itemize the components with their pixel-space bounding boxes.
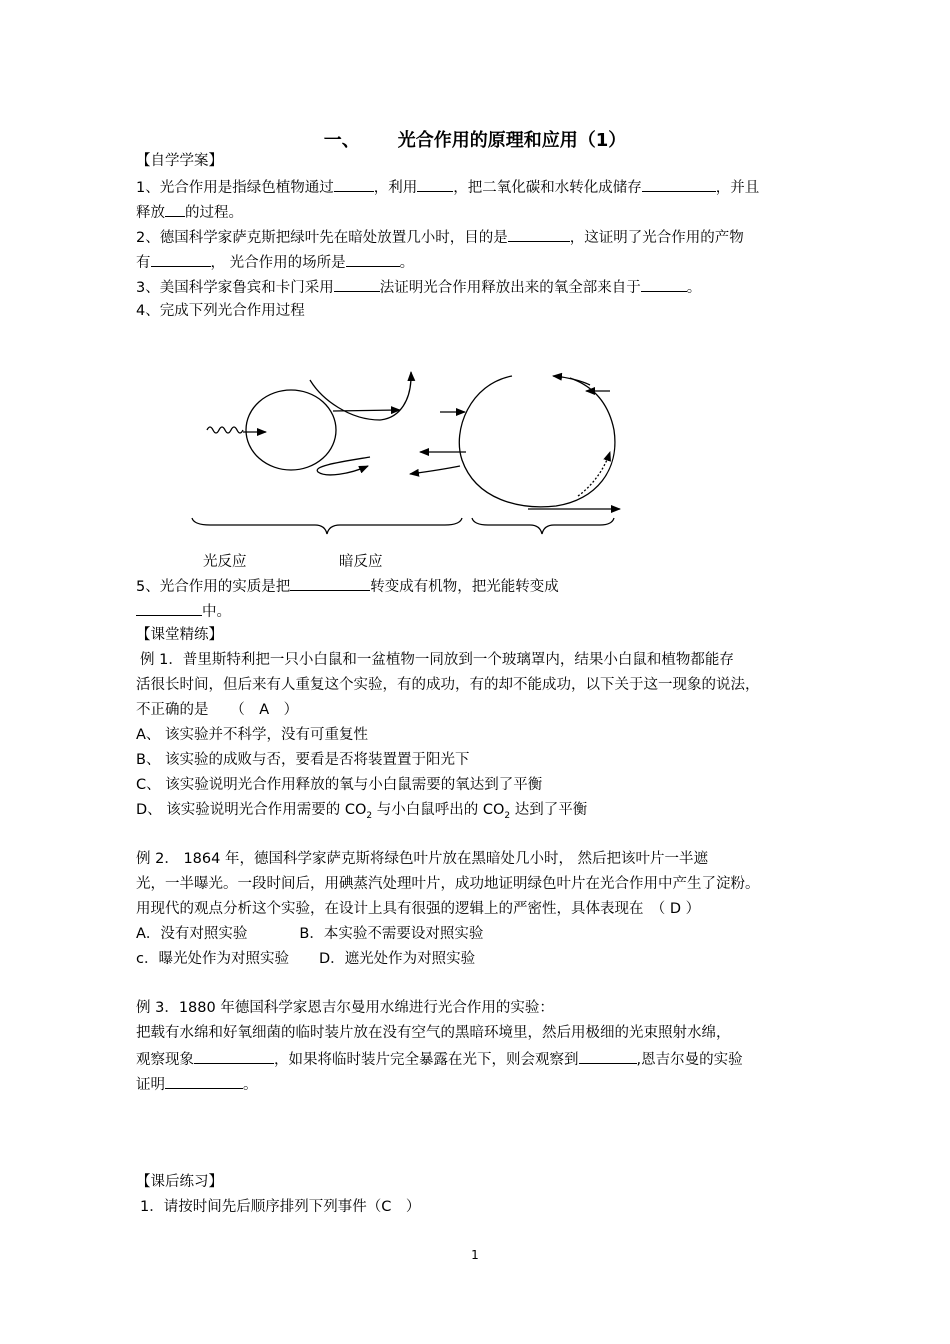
example-2-options-cd: c．曝光处作为对照实验 D．遮光处作为对照实验 bbox=[136, 951, 476, 967]
example-2-line-3: 用现代的观点分析这个实验，在设计上具有很强的逻辑上的严密性，具体表现在 （ D ） bbox=[136, 901, 701, 917]
output-arrow-2 bbox=[410, 466, 460, 474]
answer-blank[interactable] bbox=[194, 1048, 274, 1064]
question-1-line-2: 释放 的过程。 bbox=[136, 201, 243, 223]
answer-blank[interactable] bbox=[290, 575, 370, 591]
dark-reaction-brace bbox=[472, 518, 614, 534]
example-2-options-ab: A．没有对照实验 B．本实验不需要设对照实验 bbox=[136, 926, 484, 942]
dark-reaction-label: 暗反应 bbox=[339, 554, 383, 570]
homework-question-1: 1．请按时间先后顺序排列下列事件（C ） bbox=[140, 1199, 421, 1215]
question-2-line-1: 2、德国科学家萨克斯把绿叶先在暗处放置几小时，目的是 ，这证明了光合作用的产物 bbox=[136, 226, 744, 248]
answer-blank[interactable] bbox=[136, 600, 202, 616]
example-1-option-c: C、 该实验说明光合作用释放的氧与小白鼠需要的氧达到了平衡 bbox=[136, 777, 543, 793]
page-number: 1 bbox=[471, 1248, 479, 1262]
question-3: 3、美国科学家鲁宾和卡门采用 法证明光合作用释放出来的氧全部来自于 。 bbox=[136, 276, 701, 298]
cycle-arrow-top bbox=[553, 376, 590, 385]
question-5-line-2: 中。 bbox=[136, 600, 231, 622]
section-header-class-practice: 【课堂精练】 bbox=[136, 627, 223, 643]
question-1-line-1: 1、光合作用是指绿色植物通过 ，利用 ，把二氧化碳和水转化成储存 ，并且 bbox=[136, 176, 759, 198]
title-number: 一、 bbox=[323, 130, 360, 151]
example-3-line-4: 证明 。 bbox=[136, 1073, 258, 1095]
question-5-line-1: 5、光合作用的实质是把 转变成有机物，把光能转变成 bbox=[136, 575, 559, 597]
section-header-homework: 【课后练习】 bbox=[136, 1174, 223, 1190]
question-2-line-2: 有 ， 光合作用的场所是 。 bbox=[136, 251, 414, 273]
example-3-line-1: 例 3．1880 年德国科学家恩吉尔曼用水绵进行光合作用的实验： bbox=[136, 1000, 554, 1016]
light-output-arrow bbox=[310, 372, 411, 420]
example-2-line-1: 例 2． 1864 年，德国科学家萨克斯将绿色叶片放在黑暗处几小时， 然后把该叶片一半遮 bbox=[136, 851, 709, 867]
example-1-option-a: A、 该实验并不科学，没有可重复性 bbox=[136, 727, 369, 743]
input-arrow-1 bbox=[317, 457, 370, 475]
example-1-option-b: B、 该实验的成败与否，要看是否将装置置于阳光下 bbox=[136, 752, 470, 768]
calvin-cycle-circle bbox=[459, 376, 615, 507]
example-2-line-2: 光，一半曝光。一段时间后，用碘蒸汽处理叶片，成功地证明绿色叶片在光合作用中产生了淀粉。 bbox=[136, 876, 760, 892]
example-1-line-2: 活很长时间，但后来有人重复这个实验，有的成功，有的却不能成功，以下关于这一现象的说法， bbox=[136, 677, 760, 693]
light-wave-icon bbox=[207, 427, 243, 433]
title-text: 光合作用的原理和应用（1） bbox=[397, 130, 627, 151]
example-3-line-2: 把载有水绵和好氧细菌的临时装片放在没有空气的黑暗环境里，然后用极细的光束照射水绵， bbox=[136, 1025, 731, 1041]
light-reaction-label: 光反应 bbox=[203, 554, 247, 570]
example-1-option-d: D、 该实验说明光合作用需要的 $CO_2$ 与小白鼠呼出的 $CO_2$ 达到了平衡 bbox=[136, 802, 588, 821]
example-1-line-3: 不正确的是 （ A ） bbox=[136, 702, 299, 718]
question-4: 4、完成下列光合作用过程 bbox=[136, 303, 305, 319]
light-reaction-brace bbox=[192, 518, 462, 534]
example-1-line-1: 例 1．普里斯特利把一只小白鼠和一盆植物一同放到一个玻璃罩内，结果小白鼠和植物都能存 bbox=[140, 652, 734, 668]
answer-blank[interactable] bbox=[165, 1073, 243, 1089]
thylakoid-circle bbox=[246, 390, 336, 470]
section-header-self-study: 【自学学案】 bbox=[136, 153, 223, 169]
example-3-line-3: 观察现象 ，如果将临时装片完全暴露在光下，则会观察到 ,恩吉尔曼的实验 bbox=[136, 1048, 743, 1070]
answer-blank[interactable] bbox=[579, 1048, 637, 1064]
